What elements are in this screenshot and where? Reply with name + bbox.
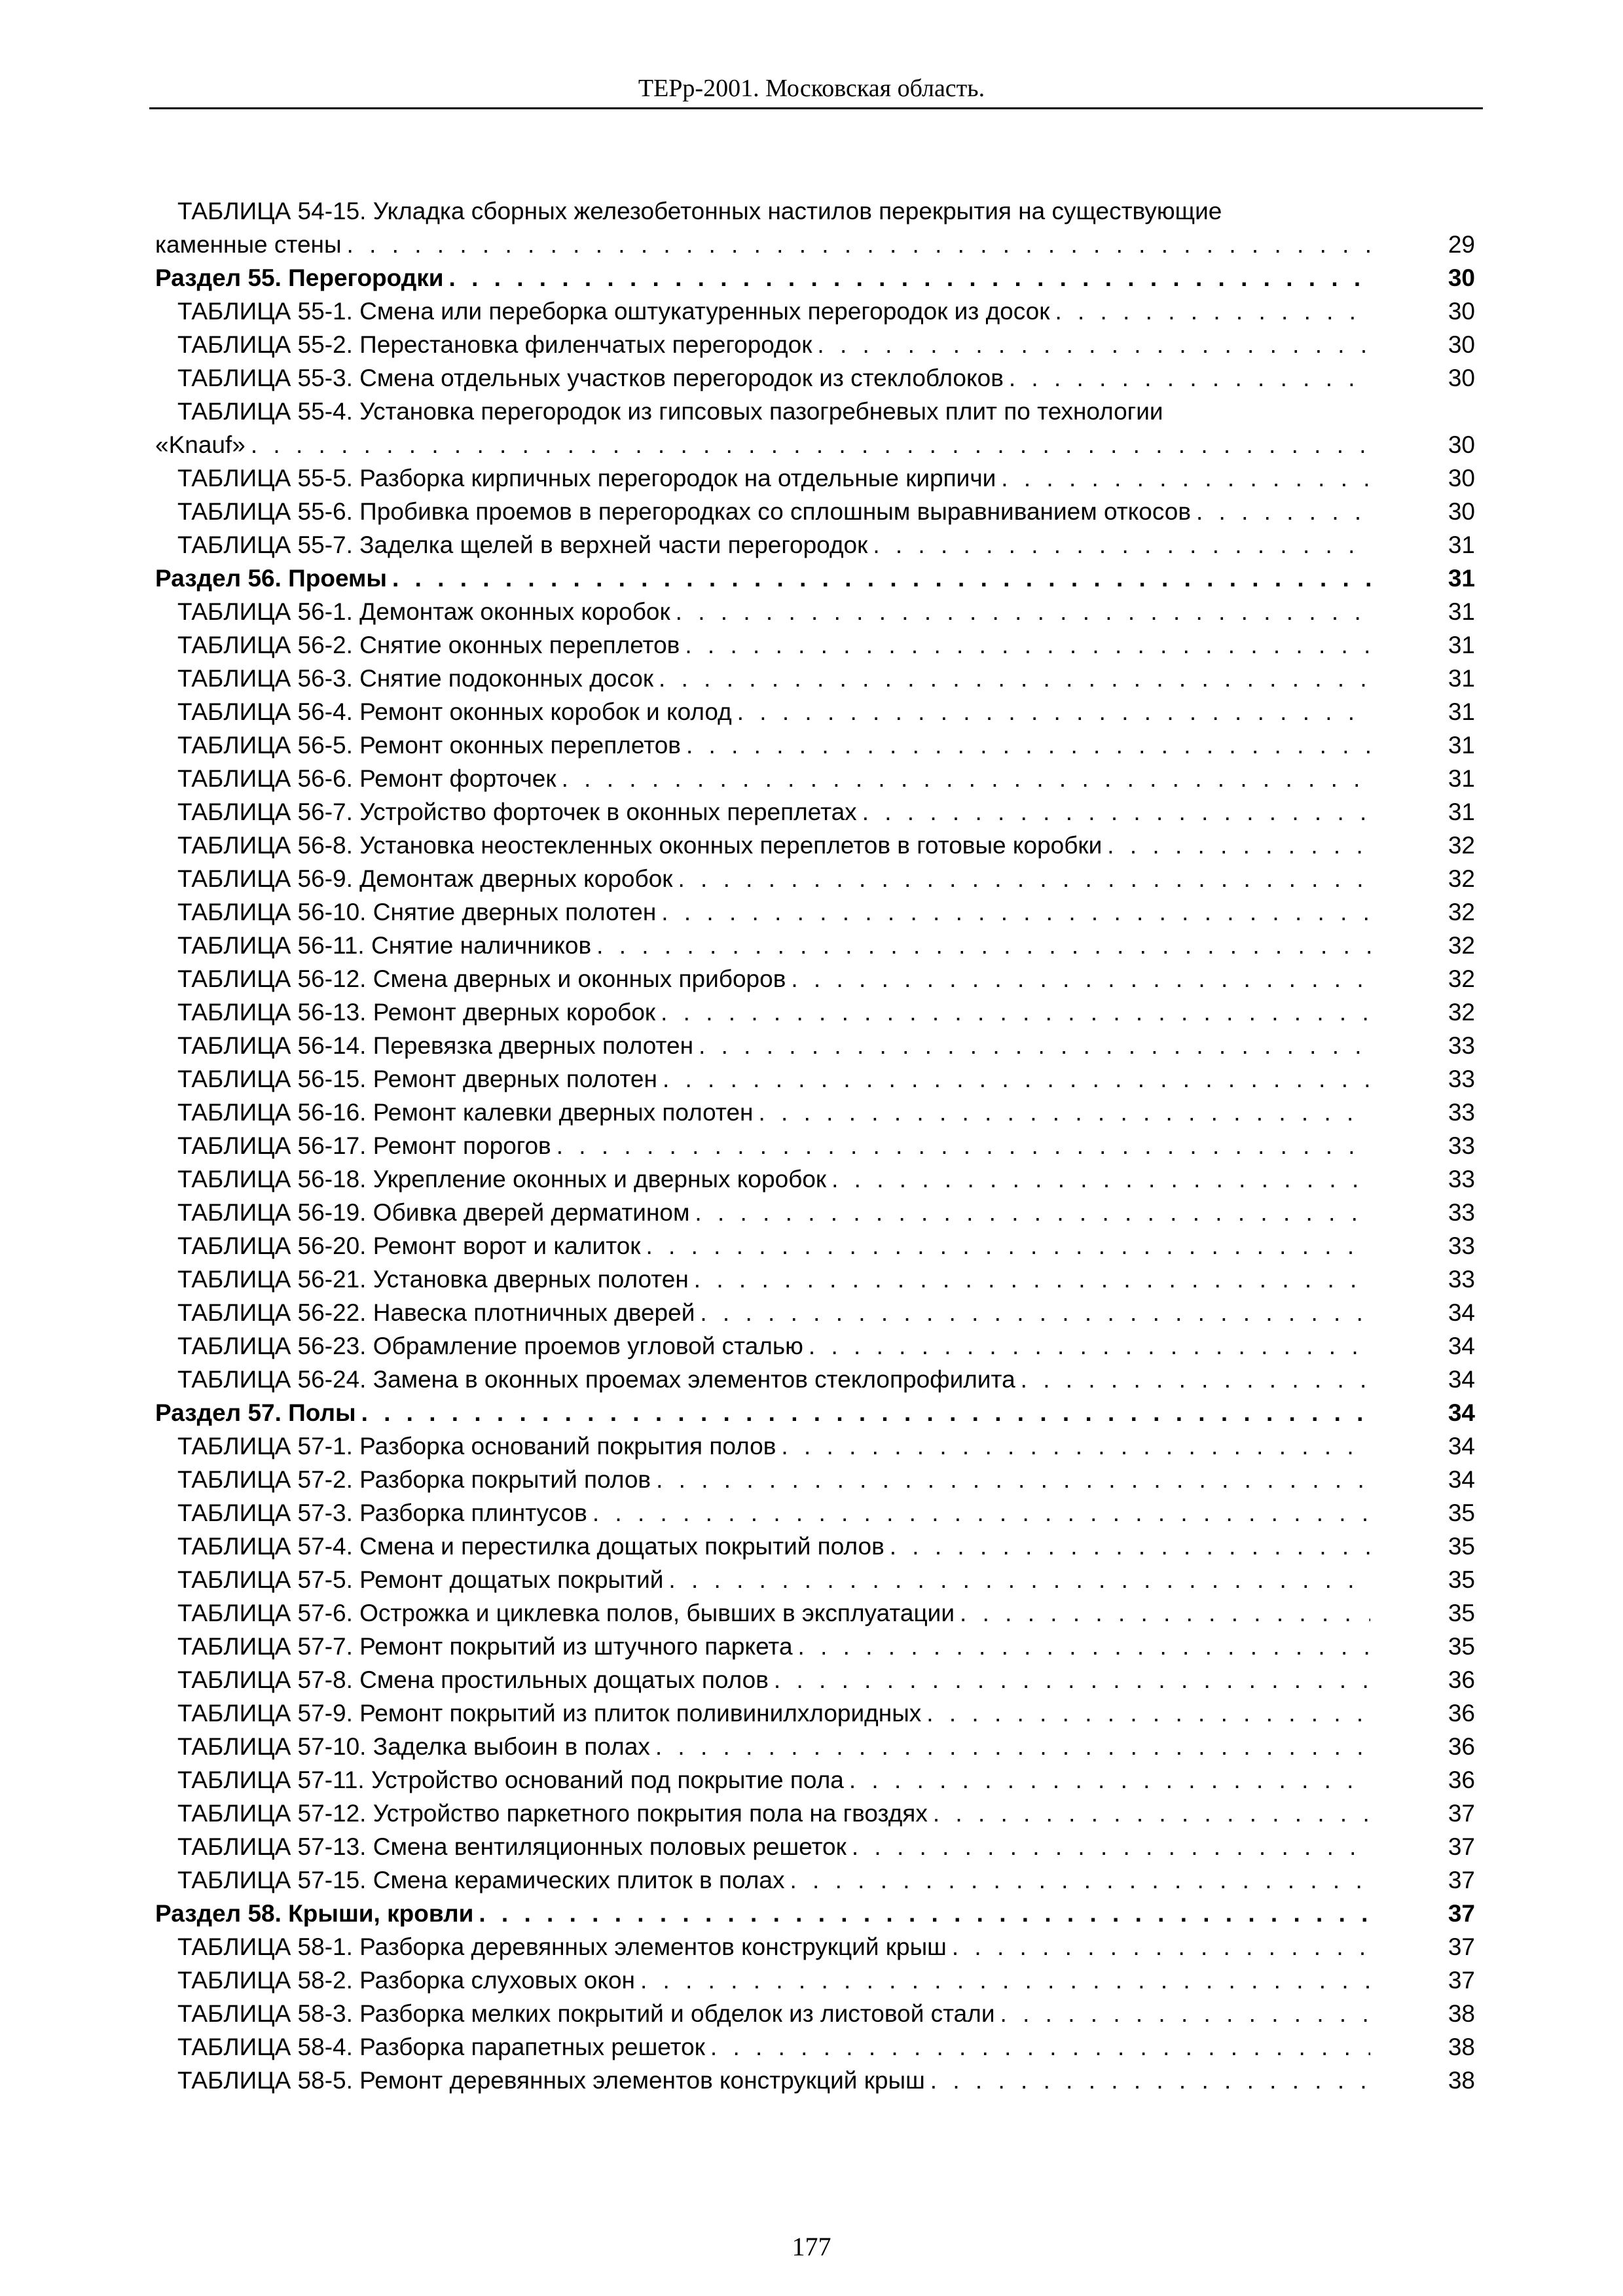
toc-page-number: 37 [1448,1900,1475,1927]
toc-entry-title: ТАБЛИЦА 57-6. Острожка и циклевка полов, бывших в эксплуатации [177,1596,960,1630]
toc-entry-title-continuation: каменные стены [155,228,347,261]
toc-entry-line [0,829,1623,862]
toc-entry-line [0,795,1623,829]
toc-entry-title: ТАБЛИЦА 57-5. Ремонт дощатых покрытий [177,1563,668,1596]
dot-leader [661,895,1370,929]
toc-page-number: 37 [1448,1967,1475,1994]
running-header-title: ТЕРр-2001. Московская область. [638,75,985,102]
toc-page-number: 31 [1448,798,1475,825]
toc-page-number: 30 [1448,465,1475,492]
dot-leader [849,1763,1370,1797]
dot-leader [852,1830,1370,1863]
toc-entry-title: ТАБЛИЦА 56-24. Замена в оконных проемах элементов стеклопрофилита [177,1363,1021,1396]
dot-leader [699,1029,1370,1062]
toc-entry-line [0,1663,1623,1696]
toc-entry-line [0,1763,1623,1797]
toc-entry-line [0,361,1623,395]
toc-entry-title: ТАБЛИЦА 57-12. Устройство паркетного покрытия пола на гвоздях [177,1797,933,1830]
toc-entry-line [0,1162,1623,1196]
toc-entry-line [0,428,1623,461]
toc-page-number: 33 [1448,1066,1475,1092]
toc-entry-line [0,1630,1623,1663]
toc-page-number: 31 [1448,598,1475,625]
toc-entry-title: ТАБЛИЦА 57-8. Смена простильных дощатых полов [177,1663,774,1696]
toc-page-number: 31 [1448,531,1475,558]
toc-entry-title: ТАБЛИЦА 57-10. Заделка выбоин в полах [177,1730,655,1763]
toc-section-line [0,1396,1623,1429]
toc-entry-title: ТАБЛИЦА 57-15. Смена керамических плиток в полах [177,1863,790,1897]
toc-entry-title: ТАБЛИЦА 56-18. Укрепление оконных и дверных коробок [177,1162,831,1196]
toc-page-number: 36 [1448,1666,1475,1693]
dot-leader [479,1897,1370,1930]
toc-entry-line [0,1096,1623,1129]
toc-entry-line [0,1129,1623,1162]
toc-entry-line [0,1196,1623,1229]
dot-leader [700,1296,1370,1329]
toc-entry-line [0,1863,1623,1897]
toc-entry-title: ТАБЛИЦА 56-6. Ремонт форточек [177,762,562,795]
dot-leader [686,728,1370,762]
toc-entry-line [0,461,1623,495]
toc-page-number: 34 [1448,1299,1475,1326]
toc-page-number: 31 [1448,632,1475,658]
dot-leader [952,1930,1370,1964]
dot-leader [781,1429,1370,1463]
toc-page-number: 37 [1448,1867,1475,1893]
dot-leader [798,1630,1370,1663]
toc-entry-title: ТАБЛИЦА 56-8. Установка неостекленных оконных переплетов в готовые коробки [177,829,1107,862]
toc-page-number: 30 [1448,431,1475,458]
dot-leader [1107,829,1370,862]
toc-page-number: 35 [1448,1566,1475,1593]
toc-entry-title: ТАБЛИЦА 55-7. Заделка щелей в верхней части перегородок [177,528,873,562]
dot-leader [646,1229,1371,1263]
toc-entry-line [0,1329,1623,1363]
toc-entry-title: ТАБЛИЦА 56-4. Ремонт оконных коробок и колод [177,695,737,728]
toc-page-number: 31 [1448,665,1475,692]
dot-leader [562,762,1370,795]
toc-entry-title: ТАБЛИЦА 56-21. Установка дверных полотен [177,1263,694,1296]
toc-entry-line [0,2064,1623,2097]
dot-leader [831,1162,1370,1196]
dot-leader [1021,1363,1370,1396]
dot-leader [640,1964,1370,1997]
toc-entry-line [0,1229,1623,1263]
toc-entry-title: ТАБЛИЦА 56-17. Ремонт порогов [177,1129,556,1162]
dot-leader [678,862,1370,895]
dot-leader [676,595,1370,628]
toc-page-number: 36 [1448,1733,1475,1760]
toc-page-number: 36 [1448,1700,1475,1727]
dot-leader [251,428,1370,461]
toc-entry-line [0,1296,1623,1329]
toc-entry-line [0,1263,1623,1296]
dot-leader [361,1396,1370,1429]
dot-leader [710,2030,1370,2064]
toc-entry-title: ТАБЛИЦА 56-3. Снятие подоконных досок [177,662,659,695]
toc-entry-line [0,395,1623,428]
toc-page-number: 31 [1448,565,1475,592]
toc-entry-title: ТАБЛИЦА 57-3. Разборка плинтусов [177,1496,593,1530]
toc-entry-title: ТАБЛИЦА 56-2. Снятие оконных переплетов [177,628,685,662]
dot-leader [1055,295,1370,328]
toc-page-number: 32 [1448,832,1475,859]
toc-page-number: 33 [1448,1199,1475,1226]
toc-section-title: Раздел 57. Полы [155,1396,361,1429]
toc-entry-line [0,495,1623,528]
toc-page-number: 37 [1448,1800,1475,1827]
toc-page-number: 32 [1448,932,1475,959]
toc-section-line [0,562,1623,595]
page-number: 177 [792,2232,831,2261]
toc-page-number: 38 [1448,2034,1475,2060]
dot-leader [817,328,1370,361]
toc-entry-title: ТАБЛИЦА 56-20. Ремонт ворот и калиток [177,1229,646,1263]
toc-page-number: 33 [1448,1099,1475,1126]
dot-leader [930,2064,1370,2097]
toc-section-title: Раздел 58. Крыши, кровли [155,1897,479,1930]
toc-entry-line [0,1730,1623,1763]
toc-entry-line [0,1496,1623,1530]
toc-entry-line [0,662,1623,695]
toc-entry-title: ТАБЛИЦА 56-7. Устройство форточек в оконных переплетах [177,795,862,829]
toc-page-number: 34 [1448,1399,1475,1426]
toc-entry-line [0,996,1623,1029]
toc-page-number: 29 [1448,231,1475,258]
dot-leader [1001,461,1370,495]
toc-page-number: 35 [1448,1499,1475,1526]
toc-entry-line [0,1530,1623,1563]
toc-page-number: 34 [1448,1433,1475,1460]
dot-leader [556,1129,1370,1162]
toc-page-number: 34 [1448,1466,1475,1493]
toc-entry-line [0,929,1623,962]
toc-entry-line [0,194,1623,228]
dot-leader [695,1196,1370,1229]
dot-leader [661,996,1370,1029]
toc-page-number: 31 [1448,732,1475,759]
toc-section-line [0,1897,1623,1930]
toc-entry-title: ТАБЛИЦА 56-1. Демонтаж оконных коробок [177,595,676,628]
dot-leader [1000,1997,1370,2030]
toc-entry-title: ТАБЛИЦА 55-4. Установка перегородок из гипсовых пазогребневых плит по технологии [177,398,1169,425]
toc-entry-title: ТАБЛИЦА 57-9. Ремонт покрытий из плиток поливинилхлоридных [177,1696,926,1730]
toc-entry-title: ТАБЛИЦА 56-22. Навеска плотничных дверей [177,1296,700,1329]
toc-page-number: 33 [1448,1032,1475,1059]
toc-entry-line [0,1563,1623,1596]
toc-entry-line [0,328,1623,361]
toc-page-number: 32 [1448,999,1475,1026]
toc-page-number: 35 [1448,1633,1475,1660]
dot-leader [758,1096,1370,1129]
toc-entry-line [0,528,1623,562]
toc-page-number: 32 [1448,899,1475,925]
toc-page-number: 31 [1448,698,1475,725]
toc-entry-line [0,595,1623,628]
toc-entry-title: ТАБЛИЦА 56-14. Перевязка дверных полотен [177,1029,699,1062]
toc-page-number: 30 [1448,331,1475,358]
table-of-contents [0,194,1623,2097]
toc-page-number: 35 [1448,1533,1475,1560]
toc-entry-line [0,1363,1623,1396]
toc-page-number: 35 [1448,1600,1475,1626]
toc-entry-line [0,1997,1623,2030]
toc-entry-title: ТАБЛИЦА 57-2. Разборка покрытий полов [177,1463,656,1496]
toc-page-number: 30 [1448,264,1475,291]
toc-entry-title: ТАБЛИЦА 56-15. Ремонт дверных полотен [177,1062,663,1096]
toc-page-number: 30 [1448,498,1475,525]
toc-page-number: 37 [1448,1933,1475,1960]
toc-entry-line [0,1062,1623,1096]
toc-entry-line [0,1596,1623,1630]
toc-entry-title: ТАБЛИЦА 56-19. Обивка дверей дерматином [177,1196,695,1229]
dot-leader [737,695,1370,728]
dot-leader [890,1530,1370,1563]
toc-entry-line [0,762,1623,795]
toc-entry-title: ТАБЛИЦА 58-1. Разборка деревянных элементов конструкций крыш [177,1930,952,1964]
toc-entry-title: ТАБЛИЦА 57-7. Ремонт покрытий из штучного паркета [177,1630,798,1663]
toc-entry-title: ТАБЛИЦА 58-4. Разборка парапетных решеток [177,2030,710,2064]
toc-entry-title: ТАБЛИЦА 57-11. Устройство оснований под покрытие пола [177,1763,849,1797]
toc-entry-title: ТАБЛИЦА 58-5. Ремонт деревянных элементов конструкций крыш [177,2064,930,2097]
dot-leader [862,795,1370,829]
toc-entry-title: ТАБЛИЦА 56-16. Ремонт калевки дверных полотен [177,1096,758,1129]
toc-entry-title: ТАБЛИЦА 58-3. Разборка мелких покрытий и обделок из листовой стали [177,1997,1000,2030]
toc-section-title: Раздел 56. Проемы [155,562,392,595]
toc-entry-title: ТАБЛИЦА 56-9. Демонтаж дверных коробок [177,862,678,895]
toc-entry-line [0,1830,1623,1863]
toc-entry-line [0,1029,1623,1062]
toc-page-number: 33 [1448,1132,1475,1159]
dot-leader [791,962,1370,996]
toc-section-line [0,261,1623,295]
toc-page-number: 30 [1448,298,1475,325]
dot-leader [790,1863,1370,1897]
dot-leader [1009,361,1370,395]
toc-page-number: 38 [1448,2000,1475,2027]
toc-entry-title: ТАБЛИЦА 58-2. Разборка слуховых окон [177,1964,640,1997]
toc-entry-line [0,228,1623,261]
toc-entry-line [0,862,1623,895]
toc-page-number: 33 [1448,1232,1475,1259]
dot-leader [1196,495,1370,528]
toc-entry-line [0,2030,1623,2064]
dot-leader [347,228,1370,261]
dot-leader [596,929,1370,962]
toc-page-number: 33 [1448,1166,1475,1193]
toc-page-number: 36 [1448,1767,1475,1793]
toc-entry-title: ТАБЛИЦА 56-23. Обрамление проемов угловой сталью [177,1329,809,1363]
dot-leader [656,1463,1370,1496]
toc-entry-line [0,1797,1623,1830]
toc-entry-title: ТАБЛИЦА 55-6. Пробивка проемов в перегородках со сплошным выравниванием откосов [177,495,1196,528]
toc-entry-title: ТАБЛИЦА 56-5. Ремонт оконных переплетов [177,728,686,762]
dot-leader [655,1730,1370,1763]
toc-entry-title-continuation: «Knauf» [155,428,251,461]
toc-page-number: 33 [1448,1266,1475,1293]
dot-leader [873,528,1370,562]
dot-leader [960,1596,1370,1630]
dot-leader [809,1329,1370,1363]
toc-entry-line [0,962,1623,996]
dot-leader [663,1062,1370,1096]
toc-page-number: 34 [1448,1366,1475,1393]
toc-section-title: Раздел 55. Перегородки [155,261,449,295]
toc-entry-title: ТАБЛИЦА 56-11. Снятие наличников [177,929,596,962]
dot-leader [593,1496,1370,1530]
toc-entry-line [0,728,1623,762]
toc-entry-title: ТАБЛИЦА 57-4. Смена и перестилка дощатых покрытий полов [177,1530,890,1563]
toc-entry-line [0,1964,1623,1997]
toc-entry-line [0,1463,1623,1496]
toc-entry-line [0,1696,1623,1730]
toc-entry-title: ТАБЛИЦА 54-15. Укладка сборных железобетонных настилов перекрытия на существующие [177,198,1227,224]
dot-leader [392,562,1370,595]
header-rule [149,107,1483,109]
toc-entry-line [0,295,1623,328]
toc-entry-line [0,695,1623,728]
toc-page-number: 30 [1448,365,1475,391]
toc-entry-title: ТАБЛИЦА 55-3. Смена отдельных участков перегородок из стеклоблоков [177,361,1009,395]
toc-page-number: 37 [1448,1833,1475,1860]
toc-entry-title: ТАБЛИЦА 55-1. Смена или переборка оштукатуренных перегородок из досок [177,295,1055,328]
toc-entry-title: ТАБЛИЦА 55-5. Разборка кирпичных перегородок на отдельные кирпичи [177,461,1001,495]
toc-entry-title: ТАБЛИЦА 57-1. Разборка оснований покрытия полов [177,1429,781,1463]
toc-entry-line [0,895,1623,929]
dot-leader [685,628,1370,662]
dot-leader [449,261,1370,295]
toc-page-number: 32 [1448,965,1475,992]
toc-page-number: 32 [1448,865,1475,892]
dot-leader [933,1797,1370,1830]
toc-entry-title: ТАБЛИЦА 56-13. Ремонт дверных коробок [177,996,661,1029]
toc-entry-title: ТАБЛИЦА 56-12. Смена дверных и оконных приборов [177,962,791,996]
toc-entry-title: ТАБЛИЦА 57-13. Смена вентиляционных половых решеток [177,1830,852,1863]
toc-entry-line [0,1429,1623,1463]
dot-leader [668,1563,1370,1596]
dot-leader [694,1263,1370,1296]
dot-leader [926,1696,1370,1730]
toc-entry-title: ТАБЛИЦА 55-2. Перестановка филенчатых перегородок [177,328,817,361]
dot-leader [774,1663,1370,1696]
toc-page-number: 34 [1448,1333,1475,1359]
toc-page-number: 31 [1448,765,1475,792]
toc-page-number: 38 [1448,2067,1475,2094]
toc-entry-line [0,628,1623,662]
toc-entry-line [0,1930,1623,1964]
toc-entry-title: ТАБЛИЦА 56-10. Снятие дверных полотен [177,895,661,929]
dot-leader [659,662,1370,695]
